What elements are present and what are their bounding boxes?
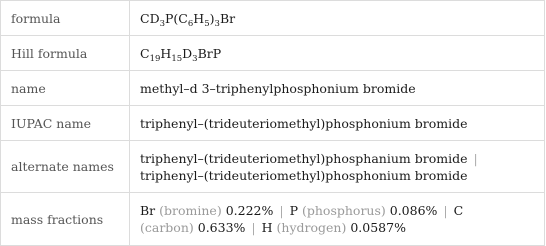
alternate-names-value: triphenyl–(trideuteriomethyl)phosphanium bromide | triphenyl–(trideuteriomethyl)phosphonium bromide	[130, 141, 545, 193]
table-row-formula	[1, 1, 545, 36]
formula-value: $CD_3P(C_6H_5)_3Br$	[130, 1, 545, 36]
row-label: name	[1, 71, 130, 106]
separator: |	[279, 203, 284, 218]
table-row-name	[1, 71, 545, 106]
iupac-name-value: triphenyl–(trideuteriomethyl)phosphonium bromide	[130, 106, 545, 141]
table-row-iupac-name	[1, 106, 545, 141]
name-value: methyl–d 3–triphenylphosphonium bromide	[130, 71, 545, 106]
separator: |	[443, 203, 448, 218]
table-row-mass-fractions	[1, 193, 545, 246]
hill-formula-value: $C_{19}H_{15}D_3BrP$	[130, 36, 545, 71]
row-label: formula	[1, 1, 130, 36]
mass-fractions-value: Br (bromine) 0.222% | P (phosphorus) 0.086% | C (carbon) 0.633% | H (hydrogen) 0.0587%	[130, 193, 545, 246]
row-label: mass fractions	[1, 193, 130, 246]
table-row-alternate-names	[1, 141, 545, 193]
row-label: alternate names	[1, 141, 130, 193]
table-row-hill-formula	[1, 36, 545, 71]
row-label: IUPAC name	[1, 106, 130, 141]
separator: |	[251, 220, 256, 235]
separator: |	[473, 150, 478, 166]
row-label: Hill formula	[1, 36, 130, 71]
